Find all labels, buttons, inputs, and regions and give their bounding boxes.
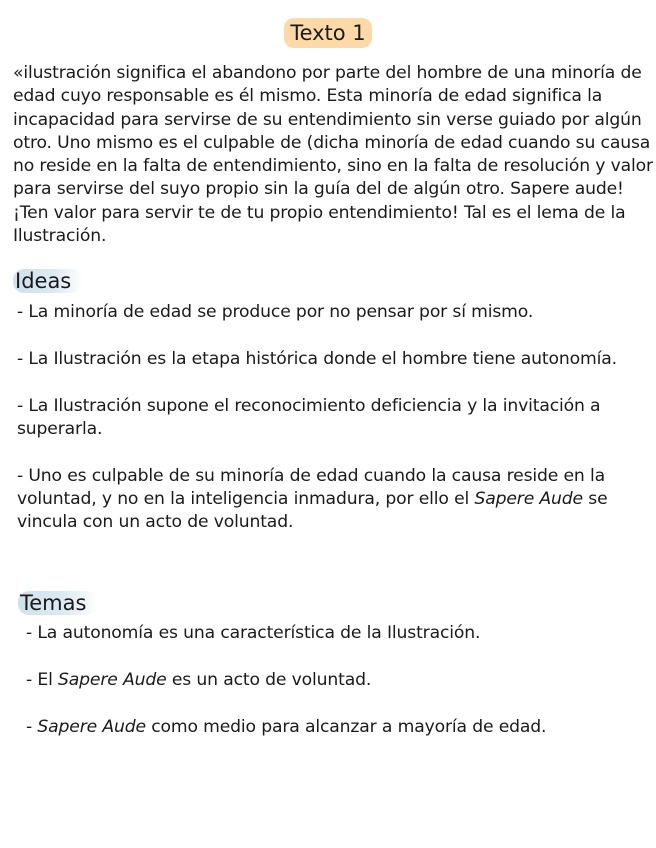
tema-item [26,669,646,692]
ideas-heading [13,268,83,294]
temas-heading-label: Temas [18,591,98,615]
tema-item: - La autonomía es una característica de la Ilustración. [26,623,481,643]
tema-text: - [26,716,38,737]
tema-emphasis: Sapere Aude [37,716,146,737]
temas-list [26,622,646,762]
tema-emphasis: Sapere Aude [58,669,167,690]
ideas-list [17,301,649,558]
page-title: Texto 1 [284,18,371,48]
idea-item: - La Ilustración es la etapa histórica donde el hombre tiene autonomía. [17,348,617,369]
quote-paragraph: «ilustración significa el abandono por parte del hombre de una minoría de edad cuyo responsable es él mismo. Esta minoría de edad significa la incapacidad para servirse de su entendimiento sin verse guiado por algún otro. Uno mismo es el culpable de (dicha minoría de edad cuando su causa no reside en la falta de entendimiento, sino en la falta de resolución y valor para servirse del suyo propio sin la guía del de algún otro. Sapere aude! ¡Ten valor para servir te de tu propio entendimiento! Tal es el lema de la Ilustración. [13,63,653,247]
idea-item [17,465,649,535]
tema-item [26,716,646,739]
tema-text: - El [26,669,59,690]
tema-text: como medio para alcanzar a mayoría de edad. [145,716,547,737]
title-container [0,18,656,48]
ideas-heading-label: Ideas [13,269,83,293]
idea-text: - Uno es culpable de su minoría de edad cuando la causa reside en la voluntad, y no en la inteligencia inmadura, por ello el [17,465,605,509]
idea-text: se vincula con un acto de voluntad. [17,488,608,533]
idea-emphasis: Sapere Aude [474,488,583,509]
idea-item: - La Ilustración supone el reconocimiento deficiencia y la invitación a superarla. [17,395,601,439]
idea-item: - La minoría de edad se produce por no pensar por sí mismo. [17,302,534,322]
tema-text: es un acto de voluntad. [166,669,372,690]
temas-heading [18,590,98,616]
